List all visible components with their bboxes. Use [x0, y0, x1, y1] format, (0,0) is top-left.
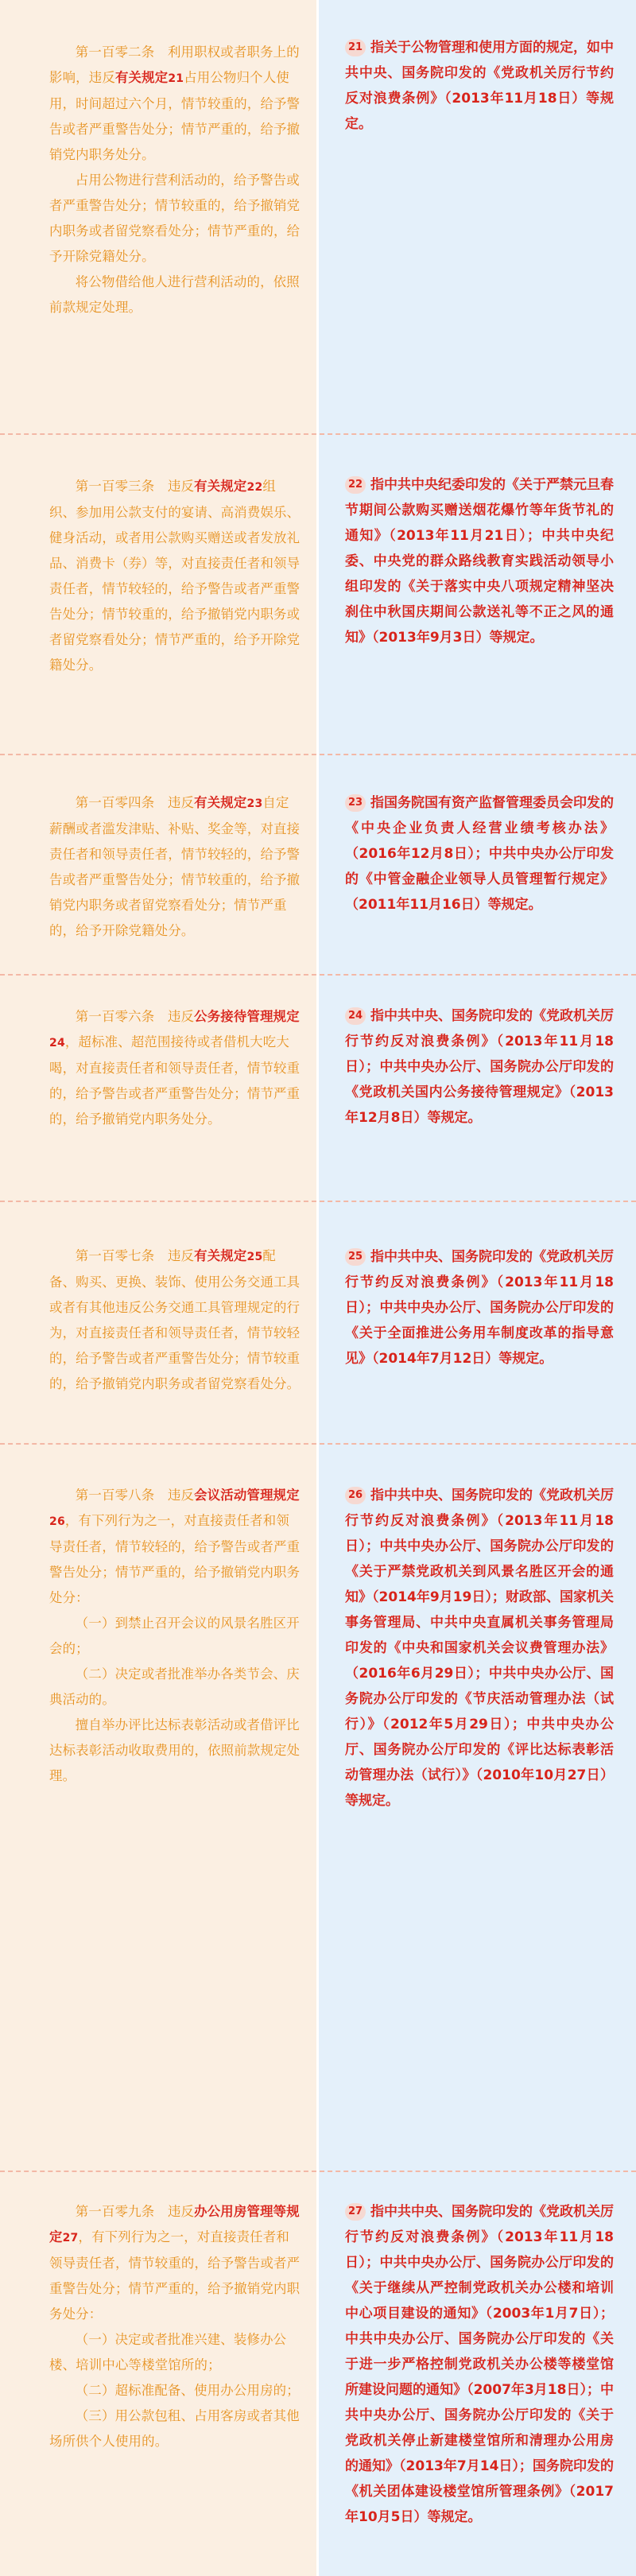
article-title: 第一百零六条: [75, 1009, 155, 1024]
article-lead: 违反: [167, 1009, 195, 1024]
note-text: 指中共中央、国务院印发的《党政机关厉行节约反对浪费条例》（2013年11月18日）；中共中央办公厅、国务院办公厅印发的《关于继续从严控制党政机关办公楼和培训中心项目建设的通知》（2003年1月7日）；中共中央办公厅、国务院办公厅印发的《关于进一步严格控制党政机关办公楼等楼堂馆所建设问题的通知》（2007年3月18日）；中共中央办公厅、国务院办公厅印发的《关于党政机关停止新建楼堂馆所和清理办公用房的通知》（2013年7月14日）；国务院印发的《机关团体建设楼堂馆所管理条例》（2017年10月5日）等规定。: [345, 2204, 614, 2525]
article-103: [49, 474, 302, 678]
note-number: 26: [345, 1487, 366, 1504]
note-number: 22: [345, 476, 366, 494]
article-108: [49, 1483, 302, 1789]
article-title: 第一百零三条: [75, 479, 155, 494]
note-number: 23: [345, 794, 366, 812]
article-107: [49, 1243, 302, 1397]
note-text: 指中共中央纪委印发的《关于严禁元旦春节期间公款购买赠送烟花爆竹等年货节礼的通知》（2013年11月21日）；中共中央纪委、中央党的群众路线教育实践活动领导小组印发的《关于落实中央八项规定精神坚决刹住中秋国庆期间公款送礼等不正之风的通知》（2013年9月3日）等规定。: [345, 477, 614, 646]
article-keyword: 办公用房管理等规定: [49, 2204, 300, 2244]
note-22: [345, 472, 614, 650]
article-lead: 违反: [167, 795, 195, 810]
article-lead: 违反: [167, 479, 195, 494]
footnote-ref[interactable]: 21: [168, 72, 184, 85]
article-body: ，超标准、超范围接待或者借机大吃大喝，对直接责任者和领导责任者，情节较重的，给予警告或者严重警告处分；情节严重的，给予撤销党内职务处分。: [49, 1034, 301, 1127]
article-item: （二）超标准配备、使用办公用房的；: [75, 2383, 300, 2398]
note-26: [345, 1483, 614, 1814]
column-divider: [316, 0, 319, 2576]
article-keyword: 有关规定: [194, 1248, 247, 1263]
article-title: 第一百零八条: [75, 1488, 155, 1503]
article-109: [49, 2199, 302, 2454]
article-keyword: 有关规定: [194, 479, 247, 494]
article-lead: 违反: [167, 2204, 195, 2219]
footnote-ref[interactable]: 24: [49, 1037, 65, 1049]
article-keyword: 有关规定: [194, 795, 247, 810]
note-text: 指中共中央、国务院印发的《党政机关厉行节约反对浪费条例》（2013年11月18日）；中共中央办公厅、国务院办公厅印发的《关于全面推进公务用车制度改革的指导意见》（2014年7月12日）等规定。: [345, 1249, 614, 1367]
article-lead: 违反: [167, 1248, 195, 1263]
note-text: 指关于公物管理和使用方面的规定，如中共中央、国务院印发的《党政机关厉行节约反对浪费条例》（2013年11月18日）等规定。: [345, 40, 614, 132]
footnote-ref[interactable]: 27: [62, 2232, 79, 2244]
note-21: [345, 35, 614, 137]
article-lead: 违反: [167, 1488, 195, 1503]
row-separator: [0, 754, 636, 755]
article-title: 第一百零七条: [75, 1248, 155, 1263]
note-number: 24: [345, 1007, 366, 1025]
article-keyword: 有关规定: [114, 70, 169, 85]
article-body: 占用公物归个人使用，时间超过六个月，情节较重的，给予警告或者严重警告处分；情节严重的，给予撤销党内职务处分。: [49, 70, 301, 162]
article-104: [49, 790, 302, 944]
row-separator: [0, 2171, 636, 2172]
note-24: [345, 1003, 614, 1131]
article-paragraph: 擅自举办评比达标表彰活动或者借评比达标表彰活动收取费用的，依照前款规定处理。: [49, 1717, 301, 1783]
note-number: 21: [345, 39, 366, 56]
article-item: （一）到禁止召开会议的风景名胜区开会的；: [49, 1616, 300, 1656]
article-item: （三）用公款包租、占用客房或者其他场所供个人使用的。: [49, 2408, 300, 2449]
article-paragraph: 将公物借给他人进行营利活动的，依照前款规定处理。: [49, 274, 300, 315]
article-lead: 利用职权或者职务上的影响，违反: [49, 45, 300, 85]
article-item: （二）决定或者批准举办各类节会、庆典活动的。: [49, 1666, 300, 1707]
article-paragraph: 占用公物进行营利活动的，给予警告或者严重警告处分；情节较重的，给予撤销党内职务或者留党察看处分；情节严重的，给予开除党籍处分。: [49, 173, 301, 264]
article-body: 配备、购买、更换、装饰、使用公务交通工具或者有其他违反公务交通工具管理规定的行为，对直接责任者和领导责任者，情节较轻的，给予警告或者严重警告处分；情节较重的，给予撤销党内职务或者留党察看处分。: [49, 1248, 301, 1391]
article-title: 第一百零四条: [75, 795, 155, 810]
footnote-ref[interactable]: 22: [246, 481, 263, 494]
article-106: [49, 1004, 302, 1132]
article-body: ，有下列行为之一，对直接责任者和领导责任者，情节较轻的，给予警告或者严重警告处分；情节严重的，给予撤销党内职务处分：: [49, 1513, 301, 1605]
row-separator: [0, 974, 636, 976]
row-separator: [0, 433, 636, 435]
note-25: [345, 1244, 614, 1371]
article-body: 自定薪酬或者滥发津贴、补贴、奖金等，对直接责任者和领导责任者，情节较轻的，给予警告或者严重警告处分；情节较重的，给予撤销党内职务或者留党察看处分；情节严重的，给予开除党籍处分。: [49, 795, 301, 938]
article-keyword: 会议活动管理规定: [194, 1488, 300, 1503]
note-text: 指中共中央、国务院印发的《党政机关厉行节约反对浪费条例》（2013年11月18日）；中共中央办公厅、国务院办公厅印发的《党政机关国内公务接待管理规定》（2013年12月8日）等规定。: [345, 1008, 614, 1126]
footnote-ref[interactable]: 25: [246, 1251, 263, 1263]
article-body: ，有下列行为之一，对直接责任者和领导责任者，情节较重的，给予警告或者严重警告处分；情节严重的，给予撤销党内职务处分：: [49, 2229, 301, 2322]
note-number: 25: [345, 1248, 366, 1266]
note-text: 指中共中央、国务院印发的《党政机关厉行节约反对浪费条例》（2013年11月18日）；中共中央办公厅、国务院办公厅印发的《关于严禁党政机关到风景名胜区开会的通知》（2014年9月19日）；财政部、国家机关事务管理局、中共中央直属机关事务管理局印发的《中央和国家机关会议费管理办法》（2016年6月29日）；中共中央办公厅、国务院办公厅印发的《节庆活动管理办法（试行）》（2012年5月29日）；中共中央办公厅、国务院办公厅印发的《评比达标表彰活动管理办法（试行）》（2010年10月27日）等规定。: [345, 1488, 614, 1809]
note-text: 指国务院国有资产监督管理委员会印发的《中央企业负责人经营业绩考核办法》（2016年12月8日）；中共中央办公厅印发的《中管金融企业领导人员管理暂行规定》（2011年11月16日）等规定。: [345, 795, 614, 913]
article-item: （一）决定或者批准兴建、装修办公楼、培训中心等楼堂馆所的；: [49, 2332, 287, 2372]
article-102: [49, 40, 302, 320]
article-keyword: 公务接待管理规定: [194, 1009, 300, 1024]
note-number: 27: [345, 2203, 366, 2221]
article-title: 第一百零九条: [75, 2204, 155, 2219]
row-separator: [0, 1201, 636, 1202]
row-separator: [0, 1443, 636, 1445]
article-title: 第一百零二条: [75, 45, 155, 60]
article-body: 组织、参加用公款支付的宴请、高消费娱乐、健身活动，或者用公款购买赠送或者发放礼品、消费卡（券）等，对直接责任者和领导责任者，情节较轻的，给予警告或者严重警告处分；情节较重的，给予撤销党内职务或者留党察看处分；情节严重的，给予开除党籍处分。: [49, 479, 301, 673]
note-23: [345, 790, 614, 918]
footnote-ref[interactable]: 23: [246, 797, 263, 810]
footnote-ref[interactable]: 26: [49, 1515, 65, 1528]
note-27: [345, 2199, 614, 2530]
